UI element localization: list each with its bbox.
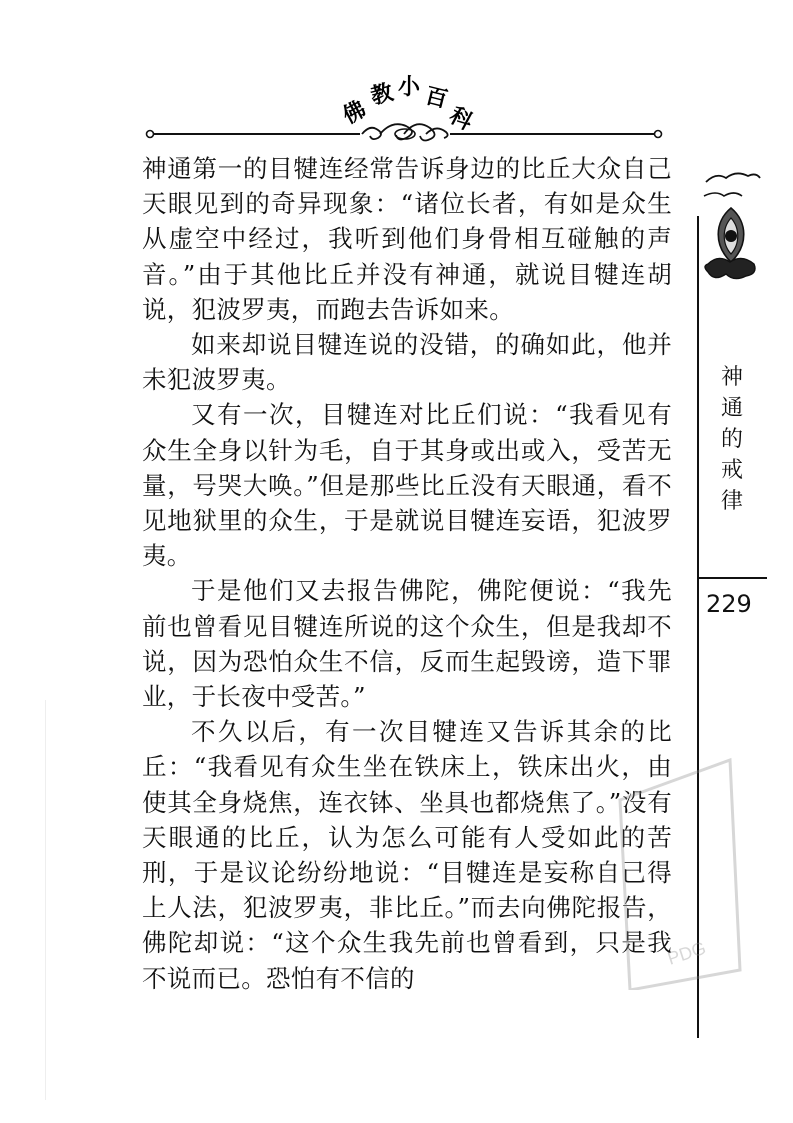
chapter-title-char: 律 xyxy=(720,489,743,514)
watermark-stamp xyxy=(600,740,750,990)
header-ornament-rule xyxy=(140,112,670,148)
header-char-1: 教 xyxy=(368,79,396,109)
watermark-label: PDG xyxy=(665,937,709,969)
paragraph: 如来却说目犍连说的没错，的确如此，他并未犯波罗夷。 xyxy=(142,330,672,395)
paragraph: 又有一次，目犍连对比丘们说：“我看见有众生全身以针为毛，自于其身或出或入，受苦无量，号哭大唤。”但是那些比丘没有天眼通，看不见地狱里的众生，于是就说目犍连妄语，犯波罗夷。 xyxy=(142,400,672,571)
lotus-cloud-svg xyxy=(700,160,762,305)
body-text xyxy=(142,151,672,996)
header-char-0: 佛 xyxy=(338,96,370,129)
page-number-rule xyxy=(697,577,767,579)
header-char-3: 百 xyxy=(422,82,451,113)
page-number: 229 xyxy=(706,590,752,618)
paragraph: 不久以后，有一次目犍连又告诉其余的比丘：“我看见有众生坐在铁床上，铁床出火，由使其全身烧焦，连衣钵、坐具也都烧焦了。”没有天眼通的比丘，认为怎么可能有人受如此的苦刑，于是议论纷纷地说：“目犍连是妄称自己得上人法，犯波罗夷，非比丘。”而去向佛陀报告，佛陀却说：“这个众生我先前也曾看到，只是我不说而已。恐怕有不信的 xyxy=(142,717,672,993)
chapter-title-char: 神 xyxy=(720,365,743,390)
header-char-2: 小 xyxy=(398,74,421,99)
paragraph: 于是他们又去报告佛陀，佛陀便说：“我先前也曾看见目犍连所说的这个众生，但是我却不说，因为恐怕众生不信，反而生起毁谤，造下罪业，于长夜中受苦。” xyxy=(142,576,672,712)
watermark-svg xyxy=(600,740,750,990)
chapter-title-char: 戒 xyxy=(720,458,743,483)
chapter-title-char: 的 xyxy=(720,427,743,452)
cloud-scroll-ornament xyxy=(140,112,670,148)
lotus-cloud-icon xyxy=(700,160,762,305)
header-char-4: 科 xyxy=(445,102,477,135)
scan-edge-line xyxy=(45,700,46,1100)
chapter-title-char: 通 xyxy=(720,396,743,421)
paragraph: 神通第一的目犍连经常告诉身边的比丘大众自己天眼见到的奇异现象：“诸位长者，有如是众生从虚空中经过，我听到他们身骨相互碰触的声音。”由于其他比丘并没有神通，就说目犍连胡说，犯波罗夷，而跑去告诉如来。 xyxy=(142,154,672,324)
chapter-title-vertical xyxy=(714,362,750,517)
